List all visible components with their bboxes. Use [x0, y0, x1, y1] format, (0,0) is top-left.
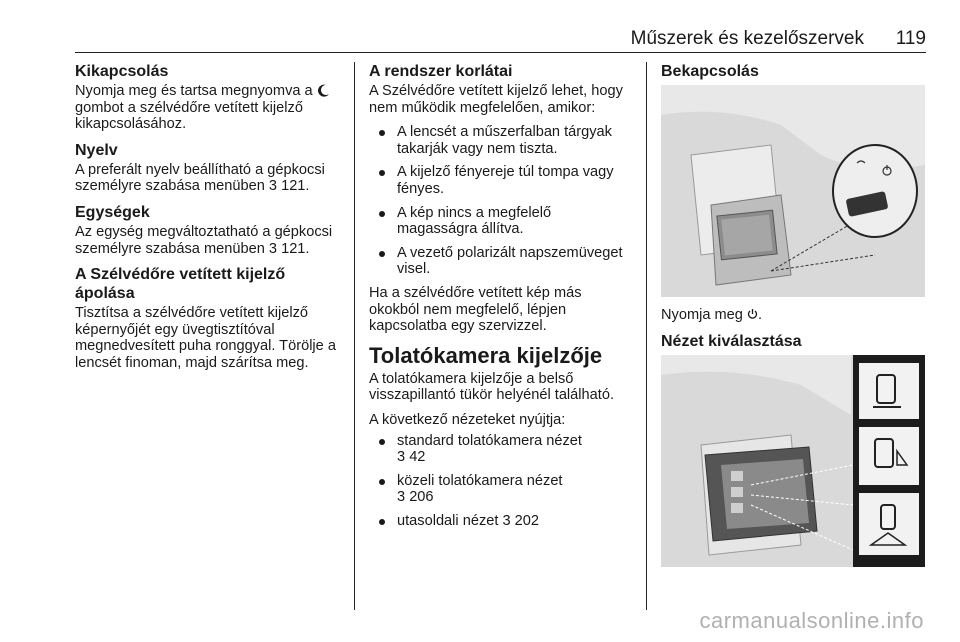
- list-item: [369, 513, 634, 530]
- section-tolatokamera: [369, 343, 634, 530]
- heading-line: A Szélvédőre vetített kijelző: [75, 266, 286, 284]
- section-nyelv: [75, 141, 343, 195]
- page-ref-arrow-icon: 3: [397, 489, 406, 506]
- watermark: carmanualsonline.info: [699, 608, 924, 633]
- header-title: Műszerek és kezelőszervek: [630, 28, 864, 49]
- page-ref-arrow-icon: 3: [268, 178, 278, 195]
- text-span: .: [757, 307, 763, 323]
- paragraph: [75, 224, 343, 257]
- power-icon: [747, 308, 758, 320]
- text-span: Nyomja meg és tartsa megnyomva a: [75, 83, 313, 99]
- section-heading: A rendszer korlátai: [369, 63, 513, 80]
- text-span: Az egység megváltoztatható a gépkocsi személyre szabása menüben: [75, 223, 333, 257]
- section-bekapcsolas: [661, 62, 927, 324]
- page-ref: 121.: [281, 240, 310, 257]
- page-ref: 206: [409, 489, 434, 506]
- heading-line: ápolása: [75, 285, 135, 303]
- bullet-list: [369, 124, 634, 278]
- section-heading: Nyelv: [75, 141, 118, 159]
- paragraph: [75, 162, 343, 195]
- section-heading: [75, 265, 343, 303]
- page-ref: 202: [514, 512, 540, 529]
- section-heading: Egységek: [75, 203, 150, 221]
- paragraph: A következő nézeteket nyújtja:: [369, 411, 566, 428]
- page-ref-arrow-icon: 3: [502, 512, 511, 529]
- section-rendszer-korlatai: [369, 62, 634, 335]
- list-item: [369, 433, 634, 466]
- paragraph: Ha a szélvédőre vetített kép más okokból nem megfelelő, lépjen kapcsolatba egy szervizzel.: [369, 284, 582, 335]
- column-middle: [369, 62, 634, 536]
- text-span: közeli tolatókamera nézet: [397, 472, 563, 489]
- section-nezet-kivalasztasa: [661, 332, 927, 567]
- section-egysegek: [75, 203, 343, 257]
- list-item: A kép nincs a megfelelő magasságra állítva.: [369, 205, 634, 238]
- column-left: [75, 62, 343, 380]
- hud-display-illustration: [661, 85, 925, 297]
- page-header: [75, 28, 926, 53]
- section-heading: Kikapcsolás: [75, 63, 169, 80]
- page-number: 119: [895, 28, 926, 49]
- list-item: A lencsét a műszerfalban tárgyak takarják vagy nem tiszta.: [369, 124, 634, 157]
- rear-camera-illustration: [661, 355, 925, 567]
- section-heading: Nézet kiválasztása: [661, 332, 802, 350]
- section-apolasa: [75, 265, 343, 371]
- list-item: [369, 473, 634, 506]
- column-divider: [646, 62, 647, 610]
- text-span: A preferált nyelv beállítható a gépkocsi személyre szabása menüben: [75, 161, 325, 195]
- chapter-heading: Tolatókamera kijelzője: [369, 342, 603, 368]
- page-ref-arrow-icon: 3: [268, 240, 278, 257]
- list-item: A kijelző fényereje túl tompa vagy fényes.: [369, 164, 634, 197]
- column-right: [661, 62, 927, 577]
- section-heading: Bekapcsolás: [661, 63, 759, 80]
- paragraph: [661, 307, 927, 324]
- text-span: gombot a szélvédőre vetített kijelző kikapcsolásához.: [75, 99, 303, 133]
- column-divider: [354, 62, 355, 610]
- text-span: utasoldali nézet: [397, 512, 499, 529]
- page-ref: 42: [409, 449, 426, 466]
- page-ref-arrow-icon: 3: [397, 449, 406, 466]
- text-span: standard tolatókamera nézet: [397, 432, 582, 449]
- text-span: Nyomja meg: [661, 307, 743, 323]
- paragraph: Tisztítsa a szélvédőre vetített kijelző képernyőjét egy üvegtisztítóval megnedvesített puha ronggyal. Törölje a lencsét finoman, majd szárítsa meg.: [75, 305, 336, 371]
- paragraph: [75, 83, 343, 133]
- bullet-list: [369, 433, 634, 530]
- paragraph: A Szélvédőre vetített kijelző lehet, hogy nem működik megfelelően, amikor:: [369, 83, 623, 116]
- paragraph: A tolatókamera kijelzője a belső visszapillantó tükör helyénél található.: [369, 370, 614, 404]
- moon-icon: [318, 84, 330, 97]
- section-kikapcsolas: [75, 62, 343, 133]
- page-ref: 121.: [281, 178, 310, 195]
- list-item: A vezető polarizált napszemüveget visel.: [369, 245, 634, 278]
